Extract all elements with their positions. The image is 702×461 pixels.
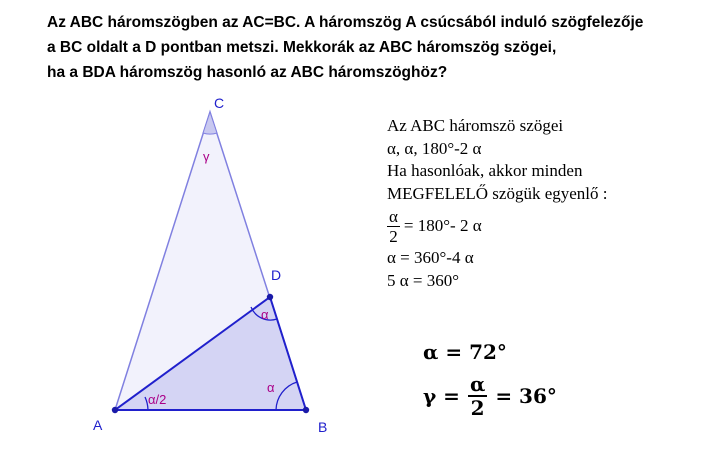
problem-line-3: ha a BDA háromszög hasonló az ABC háromszöghöz? [47, 64, 448, 81]
result-block [423, 335, 557, 423]
label-c: C [214, 95, 225, 111]
point-a [112, 407, 118, 413]
angle-label-gamma: γ [203, 149, 210, 164]
solution-text [387, 115, 608, 292]
solution-line-2: α, α, 180°-2 α [387, 138, 482, 158]
result-fraction-numerator: α [469, 372, 486, 396]
result-alpha: α = 72° [423, 340, 507, 364]
fraction-alpha-over-2 [387, 207, 400, 246]
result-gamma-lhs: γ = [423, 384, 460, 408]
solution-line-1: Az ABC háromszö szögei [387, 116, 564, 135]
solution-equation-1 [387, 205, 608, 247]
solution-line-3: Ha hasonlóak, akkor minden [387, 161, 583, 180]
result-gamma [423, 369, 557, 423]
label-d: D [271, 267, 282, 283]
equation-1-rhs: = 180°- 2 α [403, 215, 482, 235]
solution-line-7: 5 α = 360° [387, 270, 460, 290]
angle-arc-gamma [203, 112, 217, 134]
point-d [267, 294, 273, 300]
solution-line-6: α = 360°-4 α [387, 248, 474, 267]
fraction-denominator: 2 [389, 226, 398, 246]
result-gamma-rhs: = 36° [495, 384, 557, 408]
result-gamma-fraction [468, 373, 487, 419]
label-a: A [93, 417, 103, 433]
angle-label-alpha-b: α [267, 380, 275, 395]
point-b [303, 407, 309, 413]
result-fraction-denominator: 2 [470, 396, 485, 420]
angle-label-alpha-d: α [261, 307, 269, 322]
solution-line-4: MEGFELELŐ szögük egyenlő : [387, 183, 608, 203]
angle-label-alpha-half: α/2 [148, 392, 167, 407]
fraction-numerator: α [389, 206, 398, 226]
label-b: B [318, 419, 328, 435]
problem-line-1: Az ABC háromszögben az AC=BC. A háromszög A csúcsából induló szögfelezője [47, 14, 644, 31]
problem-line-2: a BC oldalt a D pontban metszi. Mekkorák az ABC háromszög szögei, [47, 39, 557, 56]
